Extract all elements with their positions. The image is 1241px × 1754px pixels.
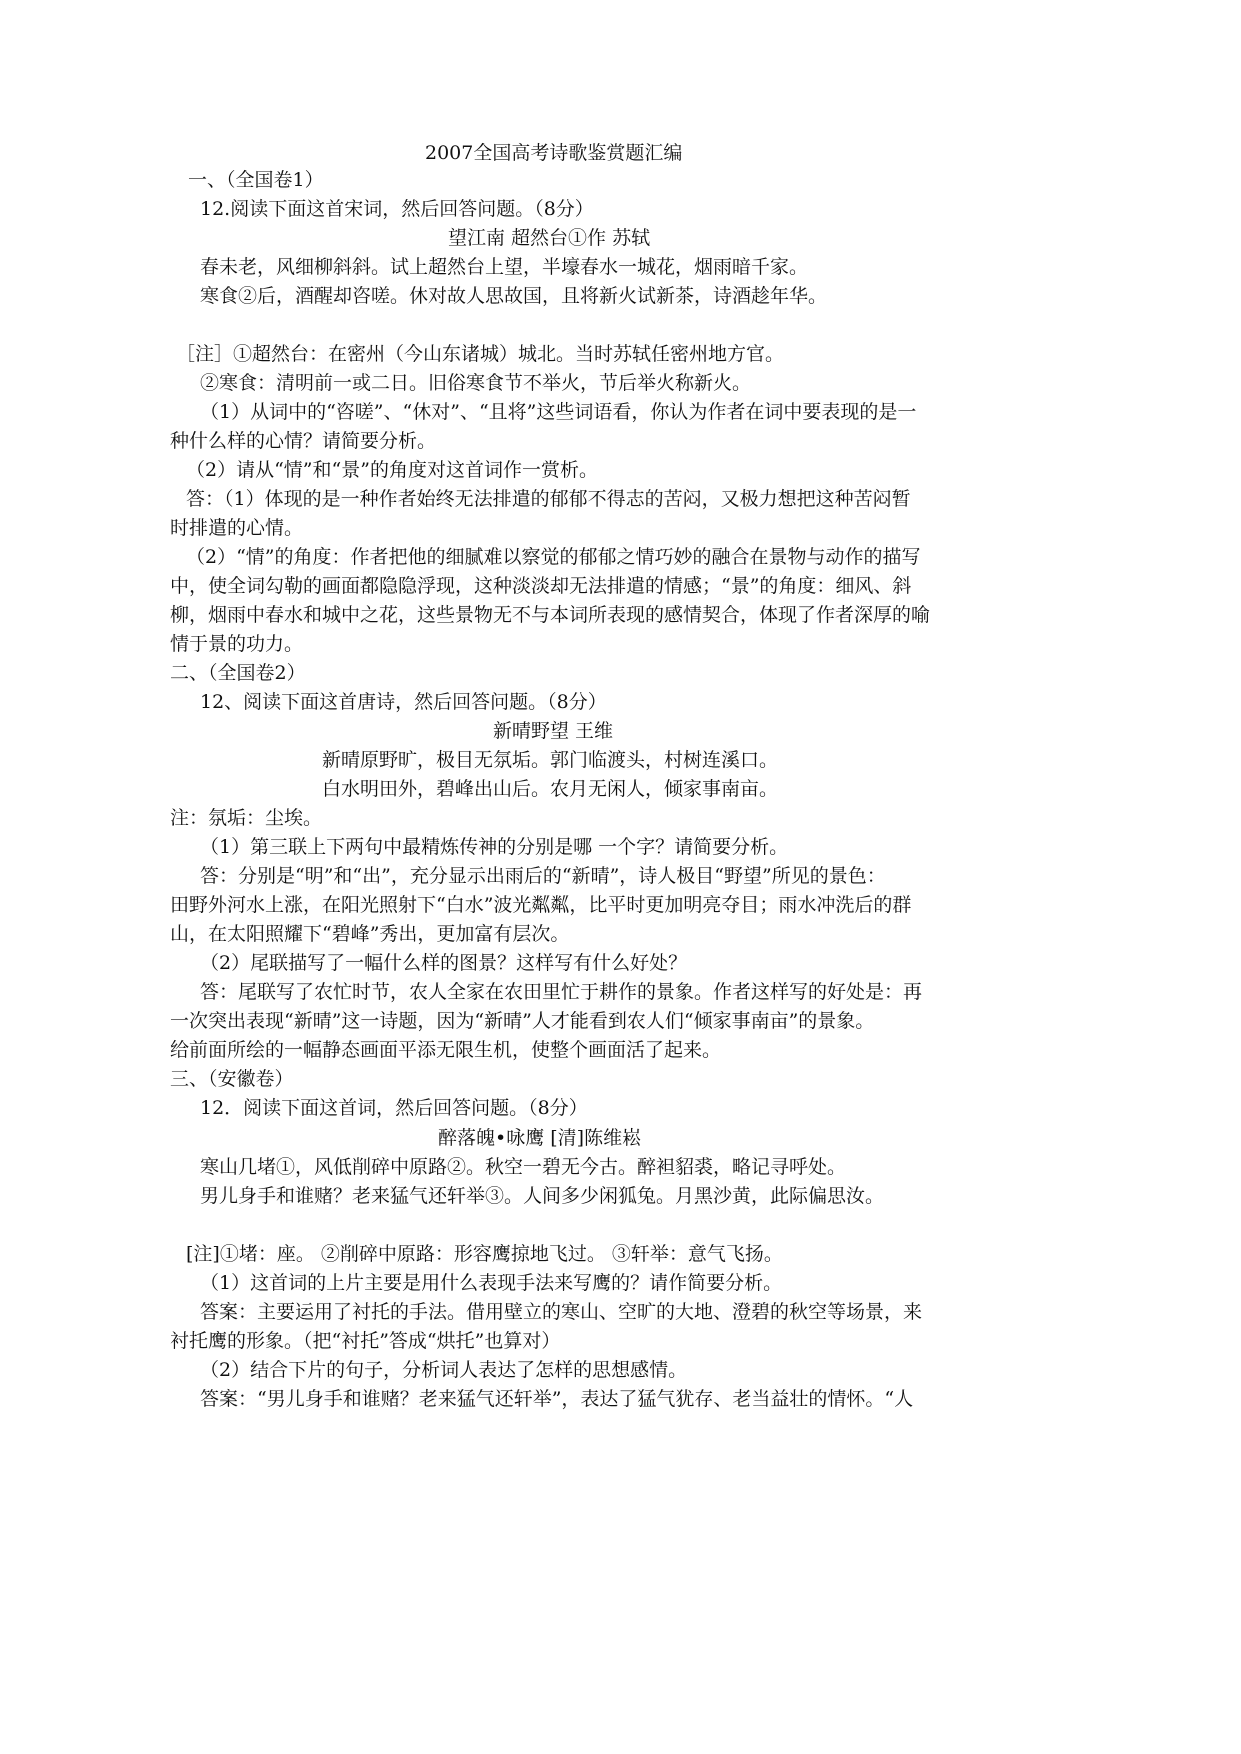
answer-line: （2）“情”的角度：作者把他的细腻难以察觉的郁郁之情巧妙的融合在景物与动作的描写 [186, 546, 921, 568]
question-line: （2）尾联描写了一幅什么样的图景？这样写有什么好处？ [200, 952, 688, 974]
section-heading: 二、（全国卷2） [170, 662, 306, 684]
poem-line: 新晴原野旷，极目无氛垢。郭门临渡头，村树连溪口。 [322, 749, 779, 771]
note-line: ［注］①超然台：在密州（今山东诸城）城北。当时苏轼任密州地方官。 [176, 343, 785, 365]
note-line: [注]①堵：座。 ②削碎中原路：形容鹰掠地飞过。 ③轩举：意气飞扬。 [186, 1243, 783, 1265]
question-line: 12.阅读下面这首宋词，然后回答问题。（8分） [200, 198, 594, 220]
question-line: （2）请从“情”和“景”的角度对这首词作一赏析。 [186, 459, 598, 481]
poem-line: 春未老，风细柳斜斜。试上超然台上望，半壕春水一城花，烟雨暗千家。 [200, 256, 809, 278]
answer-line: 衬托鹰的形象。（把“衬托”答成“烘托”也算对） [170, 1330, 561, 1352]
answer-line: 给前面所绘的一幅静态画面平添无限生机，使整个画面活了起来。 [170, 1039, 722, 1061]
poem-line: 白水明田外，碧峰出山后。农月无闲人，倾家事南亩。 [322, 778, 779, 800]
answer-line: 情于景的功力。 [170, 633, 304, 655]
poem-title: 新晴野望 王维 [493, 720, 614, 742]
answer-line: 柳，烟雨中春水和城中之花，这些景物无不与本词所表现的感情契合，体现了作者深厚的喻 [170, 604, 931, 626]
answer-line: 答案：“男儿身手和谁赌？老来猛气还轩举”，表达了猛气犹存、老当益壮的情怀。“人 [200, 1388, 914, 1410]
poem-line: 寒山几堵①，风低削碎中原路②。秋空一碧无今古。醉袒貂裘，略记寻呼处。 [200, 1156, 847, 1178]
question-line: （1）从词中的“咨嗟”、“休对”、“且将”这些词语看，你认为作者在词中要表现的是一 [200, 401, 917, 423]
question-line: 12．阅读下面这首词，然后回答问题。（8分） [200, 1097, 588, 1119]
section-heading: 三、（安徽卷） [170, 1068, 294, 1090]
answer-line: 田野外河水上涨，在阳光照射下“白水”波光粼粼，比平时更加明亮夺目；雨水冲洗后的群 [170, 894, 912, 916]
poem-line: 男儿身手和谁赌？老来猛气还轩举③。人间多少闲狐兔。月黑沙黄，此际偏思汝。 [200, 1185, 885, 1207]
answer-line: 答：分别是“明”和“出”，充分显示出雨后的“新晴”，诗人极目“野望”所见的景色： [200, 865, 886, 887]
answer-line: 时排遣的心情。 [170, 517, 304, 539]
answer-line: 山，在太阳照耀下“碧峰”秀出，更加富有层次。 [170, 923, 570, 945]
answer-line: 答案：主要运用了衬托的手法。借用壁立的寒山、空旷的大地、澄碧的秋空等场景，来 [200, 1301, 923, 1323]
answer-line: 答：（1）体现的是一种作者始终无法排遣的郁郁不得志的苦闷，又极力想把这种苦闷暂 [186, 488, 911, 510]
poem-title: 醉落魄•咏鹰 [清]陈维崧 [438, 1127, 642, 1149]
answer-line: 一次突出表现“新晴”这一诗题，因为“新晴”人才能看到农人们“倾家事南亩”的景象。 [170, 1010, 875, 1032]
note-line: ②寒食：清明前一或二日。旧俗寒食节不举火，节后举火称新火。 [200, 372, 752, 394]
answer-line: 答：尾联写了农忙时节，农人全家在农田里忙于耕作的景象。作者这样写的好处是：再 [200, 981, 923, 1003]
question-line: 种什么样的心情？请简要分析。 [170, 430, 437, 452]
poem-line: 寒食②后，酒醒却咨嗟。休对故人思故国，且将新火试新茶，诗酒趁年华。 [200, 285, 828, 307]
question-line: 12、阅读下面这首唐诗，然后回答问题。（8分） [200, 691, 607, 713]
question-line: （1）这首词的上片主要是用什么表现手法来写鹰的？请作简要分析。 [200, 1272, 783, 1294]
answer-line: 中，使全词勾勒的画面都隐隐浮现，这种淡淡却无法排遣的情感；“景”的角度：细风、斜 [170, 575, 912, 597]
document-title: 2007全国高考诗歌鉴赏题汇编 [425, 142, 683, 164]
poem-title: 望江南 超然台①作 苏轼 [448, 227, 651, 249]
section-heading: 一、（全国卷1） [188, 169, 324, 191]
note-line: 注：氛垢：尘埃。 [170, 807, 323, 829]
question-line: （2）结合下片的句子，分析词人表达了怎样的思想感情。 [200, 1359, 688, 1381]
question-line: （1）第三联上下两句中最精炼传神的分别是哪 一个字？请简要分析。 [200, 836, 789, 858]
